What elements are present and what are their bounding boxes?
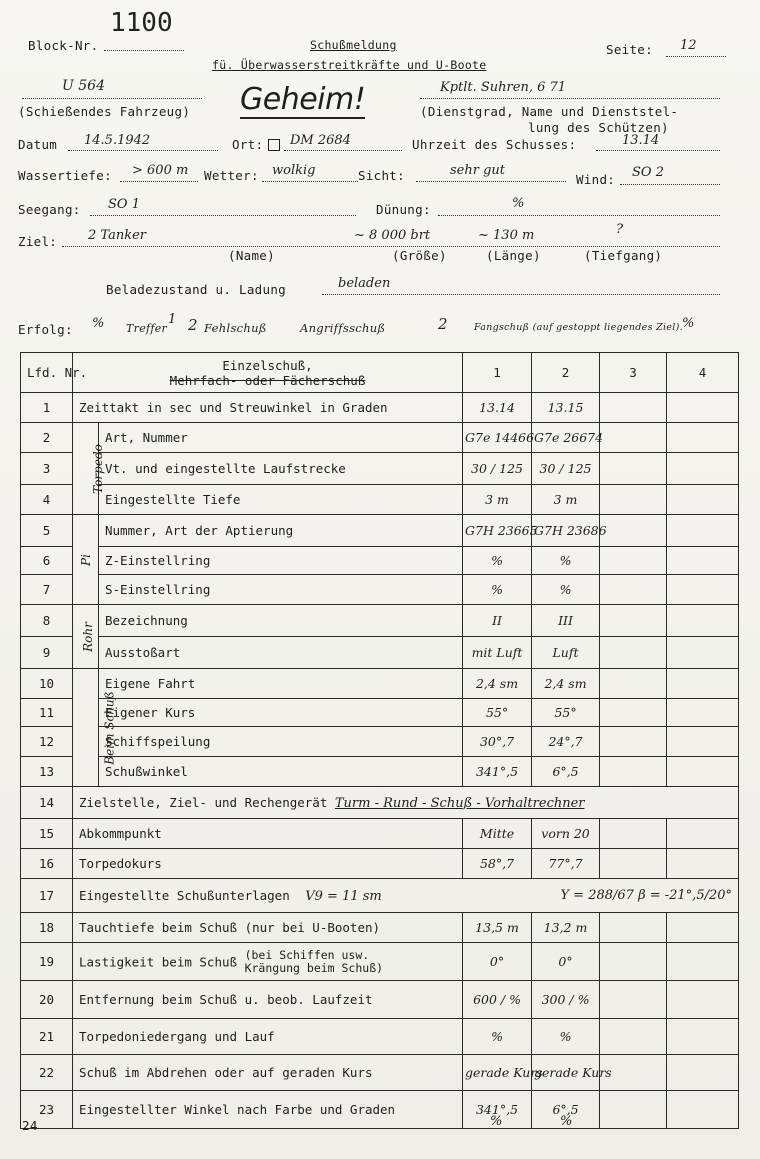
group-beim-schuss-label: [73, 669, 117, 787]
sight-label: Sicht:: [358, 168, 405, 183]
page-line: [666, 56, 726, 57]
row-label: Eingestellte Schußunterlagen: [79, 887, 290, 903]
row-value-1: 3 m: [463, 485, 532, 515]
col-description-header: [73, 353, 463, 393]
col-description-line1: Einzelschuß,: [222, 357, 313, 373]
table-row: [21, 453, 739, 485]
row-value-3: [600, 727, 667, 757]
table-row: [21, 699, 739, 727]
row-number: 14: [21, 787, 73, 819]
result-label: Erfolg:: [18, 322, 73, 337]
row-value-1: gerade Kurs: [463, 1055, 532, 1091]
row-value-1: 341°,5: [463, 1091, 532, 1129]
wind-value: SO 2: [632, 165, 664, 180]
date-line: [68, 150, 218, 151]
row-number: 15: [21, 819, 73, 849]
row-value-2: %: [532, 1019, 600, 1055]
row-label-wide: [73, 879, 739, 913]
col-description-line2: Mehrfach- oder Fächerschuß: [169, 372, 366, 388]
row-value-3: [600, 453, 667, 485]
table-row: [21, 547, 739, 575]
water-depth-label: Wassertiefe:: [18, 168, 112, 183]
form-title: Schußmeldung: [310, 38, 397, 52]
row-value-2: 3 m: [532, 485, 600, 515]
row-number: 16: [21, 849, 73, 879]
row-value-4: [667, 423, 739, 453]
table-row: [21, 423, 739, 453]
place-value: DM 2684: [290, 133, 351, 148]
row-number: 1: [21, 393, 73, 423]
row-wide-value: Turm - Rund - Schuß - Vorhaltrechner: [334, 795, 585, 811]
page-label: Seite:: [606, 42, 653, 57]
shooter-value: Kptlt. Suhren, 6 71: [440, 80, 567, 95]
shooter-label-1: (Dienstgrad, Name und Dienststel-: [420, 104, 679, 119]
group-rohr-label: [73, 605, 99, 669]
row-24-value-2: %: [560, 1114, 573, 1129]
time-value: 13.14: [622, 133, 660, 148]
row-value-1: 341°,5: [463, 757, 532, 787]
row-value-3: [600, 605, 667, 637]
row-value-4: [667, 453, 739, 485]
row-value-3: [600, 547, 667, 575]
row-number: 13: [21, 757, 73, 787]
water-depth-line: [120, 181, 198, 182]
row-value-1: G7e 14466: [463, 423, 532, 453]
row-value-3: [600, 849, 667, 879]
row-value-1: 58°,7: [463, 849, 532, 879]
row-value-2: 30 / 125: [532, 453, 600, 485]
row-label: Bezeichnung: [99, 605, 463, 637]
row-value-4: [667, 393, 739, 423]
col-4-header: 4: [667, 353, 739, 393]
row-wide-value-a: V9 = 11 sm: [305, 888, 382, 904]
row-24-value-1: %: [490, 1114, 503, 1129]
row-value-1: 30°,7: [463, 727, 532, 757]
group-beim-schuss-text: Beim Schuß: [102, 691, 117, 765]
swell-value: %: [512, 196, 525, 211]
row-label: Eigener Kurs: [99, 699, 463, 727]
row-value-3: [600, 981, 667, 1019]
block-number-value: 1100: [110, 8, 173, 38]
row-value-1: %: [463, 1019, 532, 1055]
load-line: [322, 294, 720, 295]
row-value-2: 13.15: [532, 393, 600, 423]
target-line: [62, 246, 720, 247]
row-number: 10: [21, 669, 73, 699]
row-value-2: 0°: [532, 943, 600, 981]
row-value-1: G7H 23665: [463, 515, 532, 547]
group-pi-label: [73, 515, 99, 605]
shooter-line: [420, 98, 720, 99]
block-number-line: [104, 50, 184, 51]
sight-value: sehr gut: [450, 163, 506, 178]
row-value-4: [667, 515, 739, 547]
table-row: [21, 757, 739, 787]
row-value-2: III: [532, 605, 600, 637]
table-row: [21, 913, 739, 943]
row-value-3: [600, 637, 667, 669]
weather-value: wolkig: [272, 163, 316, 178]
table-row: [21, 393, 739, 423]
row-label: Abkommpunkt: [73, 819, 463, 849]
row-value-4: [667, 1055, 739, 1091]
row-value-4: [667, 1019, 739, 1055]
catch-value: %: [682, 316, 695, 331]
row-value-1: 2,4 sm: [463, 669, 532, 699]
table-row: [21, 819, 739, 849]
row-value-4: [667, 819, 739, 849]
row-label: Art, Nummer: [99, 423, 463, 453]
place-checkbox-icon: [268, 139, 280, 151]
target-draft-value: ?: [616, 222, 623, 237]
col-lfd-header: Lfd. Nr.: [21, 353, 73, 393]
load-label: Beladezustand u. Ladung: [106, 282, 286, 297]
row-number: 3: [21, 453, 73, 485]
row-number: 6: [21, 547, 73, 575]
target-length-value: ~ 130 m: [478, 228, 535, 243]
row-value-4: [667, 727, 739, 757]
load-value: beladen: [338, 276, 391, 291]
target-size-caption: (Größe): [392, 248, 447, 263]
shooter-label-2: lung des Schützen): [528, 120, 669, 135]
col-3-header: 3: [600, 353, 667, 393]
table-row: [21, 669, 739, 699]
group-rohr-text: Rohr: [80, 622, 95, 652]
row-number: 17: [21, 879, 73, 913]
row-value-1: mit Luft: [463, 637, 532, 669]
row-label-note-1: (bei Schiffen usw.: [244, 947, 370, 962]
row-label: Nummer, Art der Aptierung: [99, 515, 463, 547]
form-subtitle: fü. Überwasserstreitkräfte und U-Boote: [212, 58, 487, 72]
row-value-4: [667, 547, 739, 575]
col-2-header: 2: [532, 353, 600, 393]
row-value-1: 55°: [463, 699, 532, 727]
row-label: Torpedokurs: [73, 849, 463, 879]
row-24-number: 24: [22, 1118, 38, 1133]
place-label: Ort:: [232, 137, 264, 152]
row-label: Z-Einstellring: [99, 547, 463, 575]
table-row: [21, 849, 739, 879]
row-label-wide: [73, 787, 739, 819]
row-value-4: [667, 1091, 739, 1129]
sea-state-label: Seegang:: [18, 202, 81, 217]
row-number: 18: [21, 913, 73, 943]
row-value-1: %: [463, 575, 532, 605]
row-value-3: [600, 485, 667, 515]
row-value-2: %: [532, 575, 600, 605]
row-value-3: [600, 575, 667, 605]
date-label: Datum: [18, 137, 58, 152]
block-number-label: Block-Nr.: [28, 38, 99, 53]
row-value-2: vorn 20: [532, 819, 600, 849]
row-value-2: 300 / %: [532, 981, 600, 1019]
row-value-1: %: [463, 547, 532, 575]
row-value-4: [667, 981, 739, 1019]
row-label-note-2: Krängung beim Schuß): [244, 960, 384, 975]
swell-label: Dünung:: [376, 202, 431, 217]
row-value-3: [600, 393, 667, 423]
page-value: 12: [680, 38, 697, 53]
row-value-2: 6°,5: [532, 757, 600, 787]
row-number: 12: [21, 727, 73, 757]
row-number: 5: [21, 515, 73, 547]
row-number: 21: [21, 1019, 73, 1055]
row-label: Entfernung beim Schuß u. beob. Laufzeit: [73, 981, 463, 1019]
time-line: [596, 150, 720, 151]
row-number: 22: [21, 1055, 73, 1091]
table-row: [21, 1055, 739, 1091]
group-torpedo-label: [73, 423, 105, 515]
table-row: [21, 943, 739, 981]
row-value-2: 24°,7: [532, 727, 600, 757]
row-value-4: [667, 699, 739, 727]
secret-stamp: Geheim!: [240, 82, 366, 117]
row-value-3: [600, 943, 667, 981]
row-value-2: gerade Kurs: [532, 1055, 600, 1091]
row-value-2: 6°,5: [532, 1091, 600, 1129]
row-label: Schiffspeilung: [99, 727, 463, 757]
row-value-1: Mitte: [463, 819, 532, 849]
misses-value: 2: [188, 316, 198, 334]
row-value-2: G7H 23686: [532, 515, 600, 547]
row-value-2: 2,4 sm: [532, 669, 600, 699]
row-value-4: [667, 485, 739, 515]
row-label: Schußwinkel: [99, 757, 463, 787]
table-row: [21, 1019, 739, 1055]
row-value-4: [667, 849, 739, 879]
target-label: Ziel:: [18, 234, 58, 249]
sea-state-line: [90, 215, 356, 216]
weather-line: [262, 181, 358, 182]
row-value-2: 13,2 m: [532, 913, 600, 943]
catch-label: Fangschuß (auf gestoppt liegendes Ziel).: [474, 322, 683, 333]
group-pi-text: Pi: [78, 554, 93, 566]
row-value-2: %: [532, 547, 600, 575]
sea-state-value: SO 1: [108, 197, 140, 212]
row-value-2: G7e 26674: [532, 423, 600, 453]
result-value: %: [92, 316, 105, 331]
shot-table: [20, 352, 739, 1129]
row-value-1: II: [463, 605, 532, 637]
row-value-2: Luft: [532, 637, 600, 669]
row-number: 19: [21, 943, 73, 981]
row-label: Torpedoniedergang und Lauf: [73, 1019, 463, 1055]
sight-line: [416, 181, 566, 182]
row-wide-value-b: Y = 288/67 β = -21°,5/20°: [560, 887, 733, 903]
row-value-2: 55°: [532, 699, 600, 727]
row-number: 4: [21, 485, 73, 515]
row-label: Ausstoßart: [99, 637, 463, 669]
hits-label: Treffer: [126, 322, 168, 335]
swell-line: [438, 215, 720, 216]
row-number: 8: [21, 605, 73, 637]
row-label: S-Einstellring: [99, 575, 463, 605]
target-draft-caption: (Tiefgang): [584, 248, 663, 263]
target-name-value: 2 Tanker: [88, 228, 146, 243]
row-label: Eingestellte Tiefe: [99, 485, 463, 515]
row-label: Schuß im Abdrehen oder auf geraden Kurs: [73, 1055, 463, 1091]
row-value-3: [600, 699, 667, 727]
row-value-3: [600, 515, 667, 547]
row-label-note: [245, 949, 383, 975]
row-number: 9: [21, 637, 73, 669]
table-row: [21, 485, 739, 515]
table-row: [21, 1091, 739, 1129]
group-torpedo-text: Torpedo: [90, 444, 105, 494]
table-row: [21, 727, 739, 757]
row-value-3: [600, 757, 667, 787]
table-row: [21, 515, 739, 547]
table-header-row: [21, 353, 739, 393]
row-value-4: [667, 605, 739, 637]
target-size-value: ~ 8 000 brt: [354, 228, 431, 243]
row-value-2: 77°,7: [532, 849, 600, 879]
row-value-3: [600, 913, 667, 943]
row-value-1: 13,5 m: [463, 913, 532, 943]
col-1-header: 1: [463, 353, 532, 393]
vessel-value: U 564: [62, 78, 105, 94]
misses-label: Fehlschuß: [204, 321, 267, 335]
row-value-3: [600, 1019, 667, 1055]
row-value-1: 0°: [463, 943, 532, 981]
row-value-4: [667, 575, 739, 605]
row-label: Lastigkeit beim Schuß: [79, 954, 238, 969]
row-value-3: [600, 669, 667, 699]
row-number: 20: [21, 981, 73, 1019]
weather-label: Wetter:: [204, 168, 259, 183]
table-row: [21, 637, 739, 669]
vessel-line: [22, 98, 202, 99]
table-row: [21, 879, 739, 913]
row-label: Tauchtiefe beim Schuß (nur bei U-Booten): [73, 913, 463, 943]
time-label: Uhrzeit des Schusses:: [412, 137, 577, 152]
row-value-1: 600 / %: [463, 981, 532, 1019]
vessel-label: (Schießendes Fahrzeug): [18, 104, 191, 119]
row-value-3: [600, 423, 667, 453]
hits-value: 1: [168, 312, 177, 327]
row-value-1: 30 / 125: [463, 453, 532, 485]
attack-label: Angriffsschuß: [300, 321, 386, 335]
table-row: [21, 605, 739, 637]
row-number: 23: [21, 1091, 73, 1129]
row-number: 7: [21, 575, 73, 605]
row-value-3: [600, 819, 667, 849]
row-value-4: [667, 669, 739, 699]
row-value-4: [667, 757, 739, 787]
table-row: [21, 787, 739, 819]
row-label: Zielstelle, Ziel- und Rechengerät: [79, 794, 328, 810]
date-value: 14.5.1942: [84, 133, 151, 148]
row-label: Eingestellter Winkel nach Farbe und Graden: [73, 1091, 463, 1129]
wind-line: [620, 184, 720, 185]
row-value-4: [667, 913, 739, 943]
table-row: [21, 981, 739, 1019]
row-number: 2: [21, 423, 73, 453]
row-number: 11: [21, 699, 73, 727]
target-name-caption: (Name): [228, 248, 275, 263]
water-depth-value: > 600 m: [132, 163, 189, 178]
row-value-3: [600, 1091, 667, 1129]
row-value-1: 13.14: [463, 393, 532, 423]
wind-label: Wind:: [576, 172, 616, 187]
row-label-19: [73, 943, 463, 981]
table-row: [21, 575, 739, 605]
row-label: Eigene Fahrt: [99, 669, 463, 699]
row-value-4: [667, 637, 739, 669]
row-value-4: [667, 943, 739, 981]
target-length-caption: (Länge): [486, 248, 541, 263]
attack-value: 2: [438, 315, 448, 333]
row-label: Vt. und eingestellte Laufstrecke: [99, 453, 463, 485]
place-line: [284, 150, 402, 151]
row-label: Zeittakt in sec und Streuwinkel in Graden: [73, 393, 463, 423]
